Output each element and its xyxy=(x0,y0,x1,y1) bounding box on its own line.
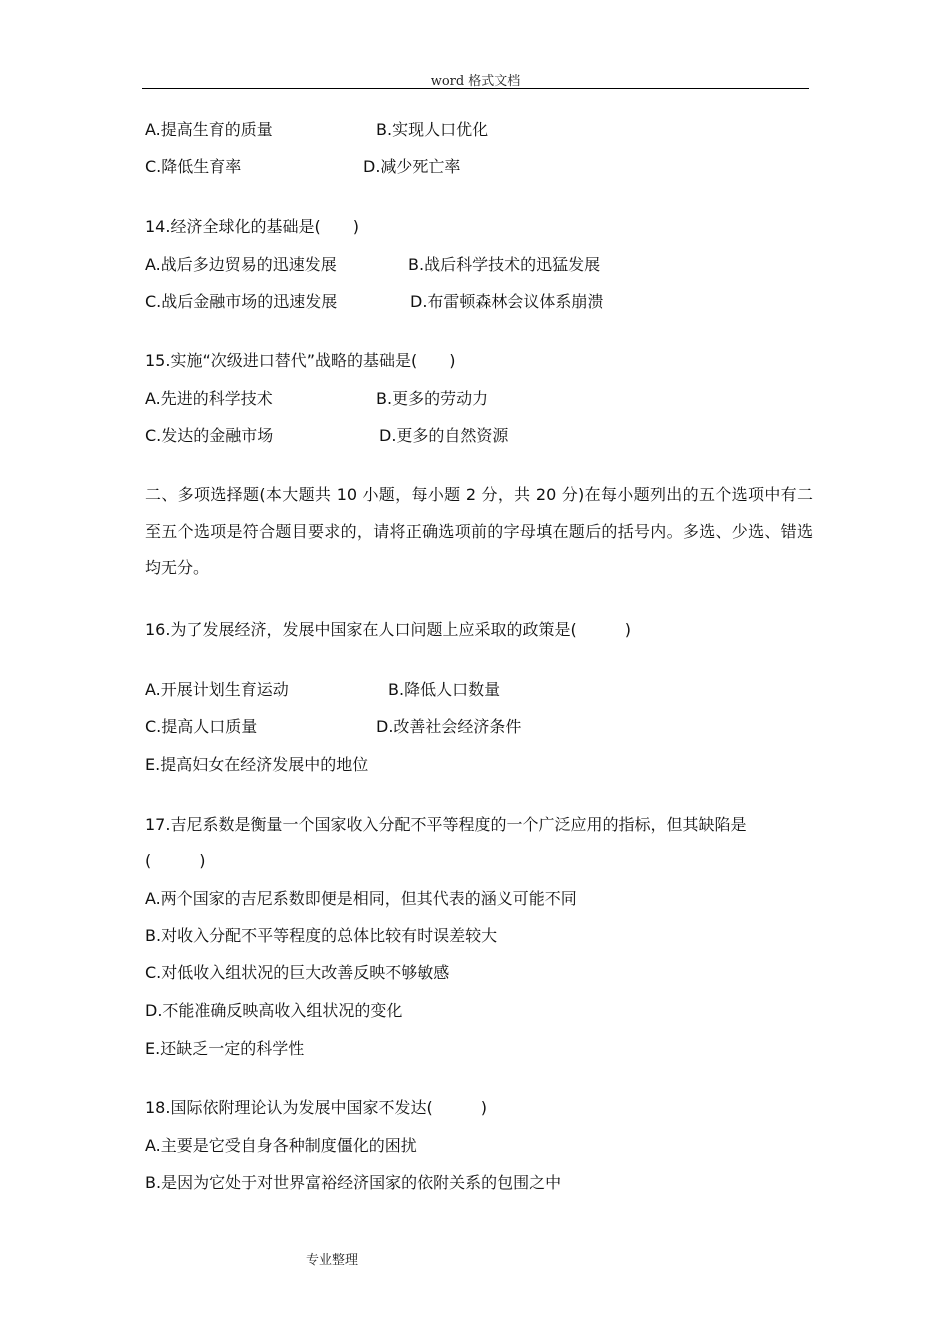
q16-stem: 16.为了发展经济，发展中国家在人口问题上应采取的政策是( ) xyxy=(145,620,631,639)
section2-instructions: 二、多项选择题(本大题共 10 小题，每小题 2 分，共 20 分)在每小题列出的五个选项中有二至五个选项是符合题目要求的，请将正确选项前的字母填在题后的括号内。多选、少选、错选均无分。 xyxy=(145,485,813,577)
q17-answer-blank: ( ) xyxy=(145,851,206,870)
q15-option-b: B.更多的劳动力 xyxy=(376,389,489,408)
q17-stem: 17.吉尼系数是衡量一个国家收入分配不平等程度的一个广泛应用的指标，但其缺陷是 xyxy=(145,815,747,834)
q15-option-d: D.更多的自然资源 xyxy=(379,426,509,445)
q15-option-a: A.先进的科学技术 xyxy=(145,389,273,408)
q17-option-e: E.还缺乏一定的科学性 xyxy=(145,1039,305,1058)
q17-option-a: A.两个国家的吉尼系数即便是相同，但其代表的涵义可能不同 xyxy=(145,889,577,908)
q16-option-e: E.提高妇女在经济发展中的地位 xyxy=(145,755,369,774)
q13-option-c: C.降低生育率 xyxy=(145,157,242,176)
q16-option-d: D.改善社会经济条件 xyxy=(376,717,522,736)
q13-option-a: A.提高生育的质量 xyxy=(145,120,273,139)
q15-stem: 15.实施“次级进口替代”战略的基础是( ) xyxy=(145,351,456,370)
q13-option-b: B.实现人口优化 xyxy=(376,120,489,139)
q13-option-d: D.减少死亡率 xyxy=(363,157,461,176)
q16-option-c: C.提高人口质量 xyxy=(145,717,258,736)
q14-option-a: A.战后多边贸易的迅速发展 xyxy=(145,255,337,274)
q17-option-c: C.对低收入组状况的巨大改善反映不够敏感 xyxy=(145,963,450,982)
q17-option-b: B.对收入分配不平等程度的总体比较有时误差较大 xyxy=(145,926,498,945)
page-footer: 专业整理 xyxy=(306,1253,359,1268)
q15-option-c: C.发达的金融市场 xyxy=(145,426,274,445)
q14-option-b: B.战后科学技术的迅猛发展 xyxy=(408,255,601,274)
q18-option-b: B.是因为它处于对世界富裕经济国家的依附关系的包围之中 xyxy=(145,1173,562,1192)
page-header: word 格式文档 xyxy=(430,74,521,89)
q17-option-d: D.不能准确反映高收入组状况的变化 xyxy=(145,1001,403,1020)
q16-option-a: A.开展计划生育运动 xyxy=(145,680,289,699)
q14-stem: 14.经济全球化的基础是( ) xyxy=(145,217,359,236)
header-divider xyxy=(142,88,809,89)
q14-option-c: C.战后金融市场的迅速发展 xyxy=(145,292,338,311)
q18-stem: 18.国际依附理论认为发展中国家不发达( ) xyxy=(145,1098,487,1117)
q18-option-a: A.主要是它受自身各种制度僵化的困扰 xyxy=(145,1136,417,1155)
q16-option-b: B.降低人口数量 xyxy=(388,680,501,699)
q14-option-d: D.布雷顿森林会议体系崩溃 xyxy=(410,292,604,311)
